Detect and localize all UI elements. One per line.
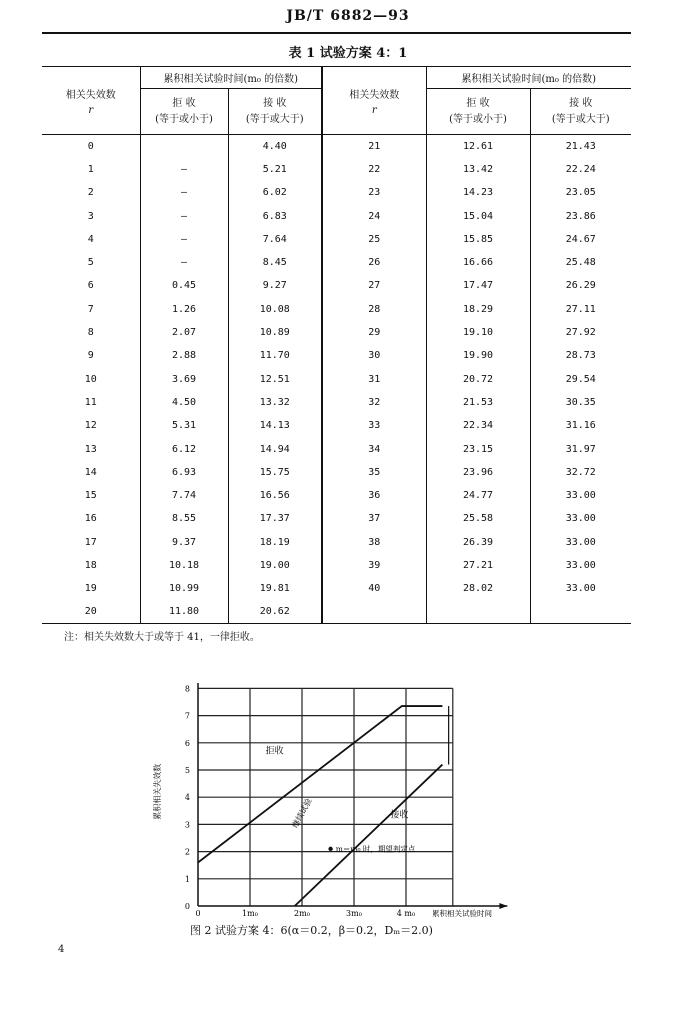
y-tick-label: 6 <box>184 738 190 748</box>
decision-point <box>328 847 332 851</box>
cell-accept: 10.08 <box>228 298 322 321</box>
cell-failures: 8 <box>87 327 94 339</box>
y-tick-label: 3 <box>184 820 190 830</box>
cell-reject: 15.04 <box>426 204 530 227</box>
cell-failures: 31 <box>322 367 426 390</box>
chart-labels <box>152 684 492 918</box>
header-rule <box>42 32 631 34</box>
table-row <box>42 251 631 274</box>
cell-failures: 28 <box>322 298 426 321</box>
cell-accept: 15.75 <box>228 461 322 484</box>
x-tick-label: 3m₀ <box>346 909 362 918</box>
cell-accept: 33.00 <box>530 507 631 530</box>
table-row <box>42 437 631 460</box>
cell-reject: 23.15 <box>426 437 530 460</box>
table-row <box>42 344 631 367</box>
header-failures-right: 相关失效数 r <box>322 67 426 135</box>
region-accept-label: 接收 <box>390 810 409 821</box>
cell-failures: 21 <box>322 135 426 158</box>
cell-failures: 20 <box>42 600 140 623</box>
cell-accept: 19.00 <box>228 554 322 577</box>
cell-failures: 32 <box>322 391 426 414</box>
cell-reject: 14.23 <box>426 181 530 204</box>
cell-accept: 14.94 <box>228 437 322 460</box>
cell-reject: 24.77 <box>426 484 530 507</box>
cell-reject: 26.39 <box>426 531 530 554</box>
table-row <box>42 367 631 390</box>
cell-accept: 27.11 <box>530 298 631 321</box>
header-time-left: 累积相关试验时间(m₀ 的倍数) <box>140 67 322 89</box>
table-row <box>42 181 631 204</box>
cell-accept: 29.54 <box>530 367 631 390</box>
table-caption: 表 1 试验方案 4：1 <box>288 46 408 61</box>
sequential-test-chart <box>140 660 520 920</box>
cell-failures: 16 <box>84 513 97 525</box>
cell-reject: 19.90 <box>426 344 530 367</box>
cell-failures: 30 <box>322 344 426 367</box>
table-row <box>42 414 631 437</box>
y-tick-label: 0 <box>184 902 190 911</box>
cell-failures: 29 <box>322 321 426 344</box>
cell-reject: 7.74 <box>140 484 228 507</box>
cell-accept: 25.48 <box>530 251 631 274</box>
cell-reject: 1.26 <box>140 298 228 321</box>
cell-failures: 15 <box>84 490 97 502</box>
data-table <box>42 66 631 624</box>
table-row <box>42 274 631 297</box>
header-reject-left: 拒 收 (等于或小于) <box>140 89 228 135</box>
cell-reject <box>140 135 228 158</box>
cell-reject: 22.34 <box>426 414 530 437</box>
page-number: 4 <box>58 944 65 955</box>
cell-failures: 33 <box>322 414 426 437</box>
cell-accept: 10.89 <box>228 321 322 344</box>
cell-reject: 17.47 <box>426 274 530 297</box>
cell-reject <box>426 600 530 623</box>
cell-accept: 33.00 <box>530 531 631 554</box>
x-tick-label: 0 <box>195 909 201 918</box>
cell-reject: 16.66 <box>426 251 530 274</box>
x-axis-label: 累积相关试验时间 <box>432 909 492 918</box>
cell-reject: 12.61 <box>426 135 530 158</box>
header-time-right: 累积相关试验时间(m₀ 的倍数) <box>426 67 631 89</box>
cell-reject: 18.29 <box>426 298 530 321</box>
cell-failures: 24 <box>322 204 426 227</box>
cell-failures: 10 <box>84 373 97 385</box>
y-tick-label: 1 <box>184 874 190 884</box>
region-reject-label: 拒收 <box>265 746 284 757</box>
cell-accept: 21.43 <box>530 135 631 158</box>
figure-caption: 图 2 试验方案 4：6(α＝0.2，β＝0.2，Dₘ＝2.0) <box>190 924 433 937</box>
cell-reject: — <box>140 251 228 274</box>
cell-reject: 4.50 <box>140 391 228 414</box>
cell-failures: 26 <box>322 251 426 274</box>
cell-failures: 6 <box>87 280 94 292</box>
cell-failures: 34 <box>322 437 426 460</box>
cell-failures: 2 <box>87 187 94 199</box>
x-tick-label: 4 m₀ <box>396 909 416 918</box>
cell-accept: 7.64 <box>228 228 322 251</box>
cell-accept: 19.81 <box>228 577 322 600</box>
cell-reject: 5.31 <box>140 414 228 437</box>
cell-accept: 33.00 <box>530 577 631 600</box>
cell-accept: 32.72 <box>530 461 631 484</box>
x-tick-label: 2m₀ <box>294 909 310 918</box>
y-tick-label: 2 <box>184 847 190 857</box>
cell-reject: 23.96 <box>426 461 530 484</box>
cell-reject: — <box>140 204 228 227</box>
cell-accept: 18.19 <box>228 531 322 554</box>
table-row <box>42 507 631 530</box>
table-note: 注：相关失效数大于或等于 41，一律拒收。 <box>64 632 260 643</box>
cell-accept: 26.29 <box>530 274 631 297</box>
chart-lines <box>198 706 449 906</box>
table-row <box>42 484 631 507</box>
decision-point-label: m＝m₀ 时，期望判定点 <box>335 844 416 854</box>
cell-reject: 10.99 <box>140 577 228 600</box>
cell-reject: — <box>140 158 228 181</box>
table-body <box>42 135 631 624</box>
header-failures-left: 相关失效数 r <box>42 67 140 135</box>
cell-accept: 24.67 <box>530 228 631 251</box>
cell-failures: 12 <box>84 420 97 432</box>
cell-accept: 8.45 <box>228 251 322 274</box>
cell-failures: 27 <box>322 274 426 297</box>
cell-accept: 22.24 <box>530 158 631 181</box>
cell-reject: 6.93 <box>140 461 228 484</box>
cell-accept: 33.00 <box>530 554 631 577</box>
cell-failures: 7 <box>87 303 94 315</box>
table-row <box>42 135 631 158</box>
table-row <box>42 461 631 484</box>
cell-failures: 38 <box>322 531 426 554</box>
cell-failures: 17 <box>84 536 97 548</box>
cell-accept: 6.02 <box>228 181 322 204</box>
y-tick-label: 8 <box>184 684 190 694</box>
table-row <box>42 321 631 344</box>
cell-reject: 8.55 <box>140 507 228 530</box>
cell-accept: 27.92 <box>530 321 631 344</box>
chart-axes <box>198 683 507 909</box>
cell-accept: 28.73 <box>530 344 631 367</box>
accept-line <box>295 765 443 906</box>
table-row <box>42 391 631 414</box>
cell-failures: 36 <box>322 484 426 507</box>
cell-accept: 23.86 <box>530 204 631 227</box>
cell-reject: 27.21 <box>426 554 530 577</box>
header-reject-right: 拒 收 (等于或小于) <box>426 89 530 135</box>
cell-failures: 9 <box>87 350 94 362</box>
cell-reject: 28.02 <box>426 577 530 600</box>
cell-failures: 40 <box>322 577 426 600</box>
table-row <box>42 204 631 227</box>
cell-accept: 5.21 <box>228 158 322 181</box>
cell-accept: 4.40 <box>228 135 322 158</box>
x-axis-arrow <box>499 903 507 909</box>
header-accept-left: 接 收 (等于或大于) <box>228 89 322 135</box>
y-axis-label: 累积相关失效数 <box>153 763 162 820</box>
cell-reject: 20.72 <box>426 367 530 390</box>
cell-accept: 12.51 <box>228 367 322 390</box>
cell-accept: 17.37 <box>228 507 322 530</box>
cell-failures: 3 <box>87 210 94 222</box>
cell-reject: 9.37 <box>140 531 228 554</box>
cell-failures: 37 <box>322 507 426 530</box>
cell-accept: 14.13 <box>228 414 322 437</box>
table-row <box>42 531 631 554</box>
cell-reject: 15.85 <box>426 228 530 251</box>
table-row <box>42 577 631 600</box>
cell-accept: 23.05 <box>530 181 631 204</box>
y-tick-label: 7 <box>184 711 190 721</box>
cell-failures: 5 <box>87 257 94 269</box>
cell-accept: 20.62 <box>228 600 322 623</box>
cell-failures: 18 <box>84 559 97 571</box>
cell-failures: 11 <box>84 396 97 408</box>
cell-reject: 21.53 <box>426 391 530 414</box>
chart-grid <box>198 688 453 906</box>
cell-accept: 9.27 <box>228 274 322 297</box>
region-continue-label: 继续试验 <box>290 796 314 830</box>
cell-reject: 10.18 <box>140 554 228 577</box>
cell-failures: 39 <box>322 554 426 577</box>
cell-failures: 0 <box>42 135 140 158</box>
table-row <box>42 158 631 181</box>
cell-reject: — <box>140 228 228 251</box>
cell-reject: 25.58 <box>426 507 530 530</box>
cell-accept: 11.70 <box>228 344 322 367</box>
cell-accept: 31.97 <box>530 437 631 460</box>
y-tick-label: 4 <box>184 793 190 803</box>
standard-header: JB/T 6882—93 <box>286 8 410 24</box>
table-row <box>42 600 631 623</box>
cell-accept: 31.16 <box>530 414 631 437</box>
cell-failures: 19 <box>84 583 97 595</box>
cell-accept: 33.00 <box>530 484 631 507</box>
cell-failures: 25 <box>322 228 426 251</box>
cell-reject: 19.10 <box>426 321 530 344</box>
cell-reject: 13.42 <box>426 158 530 181</box>
cell-reject: 2.07 <box>140 321 228 344</box>
cell-reject: 11.80 <box>140 600 228 623</box>
cell-failures: 23 <box>322 181 426 204</box>
cell-accept <box>530 600 631 623</box>
cell-failures: 4 <box>87 233 94 245</box>
cell-accept: 30.35 <box>530 391 631 414</box>
cell-failures: 13 <box>84 443 97 455</box>
x-tick-label: 1m₀ <box>242 909 258 918</box>
cell-accept: 6.83 <box>228 204 322 227</box>
cell-failures: 35 <box>322 461 426 484</box>
cell-accept: 13.32 <box>228 391 322 414</box>
cell-failures: 1 <box>87 163 94 175</box>
table-row <box>42 554 631 577</box>
cell-reject: 2.88 <box>140 344 228 367</box>
y-tick-label: 5 <box>184 766 190 775</box>
cell-accept: 16.56 <box>228 484 322 507</box>
table-row <box>42 298 631 321</box>
cell-failures: 22 <box>322 158 426 181</box>
table-row <box>42 228 631 251</box>
cell-reject: 0.45 <box>140 274 228 297</box>
cell-reject: 6.12 <box>140 437 228 460</box>
cell-reject: 3.69 <box>140 367 228 390</box>
header-accept-right: 接 收 (等于或大于) <box>530 89 631 135</box>
cell-failures: 14 <box>84 466 97 478</box>
cell-failures <box>322 600 426 623</box>
cell-reject: — <box>140 181 228 204</box>
